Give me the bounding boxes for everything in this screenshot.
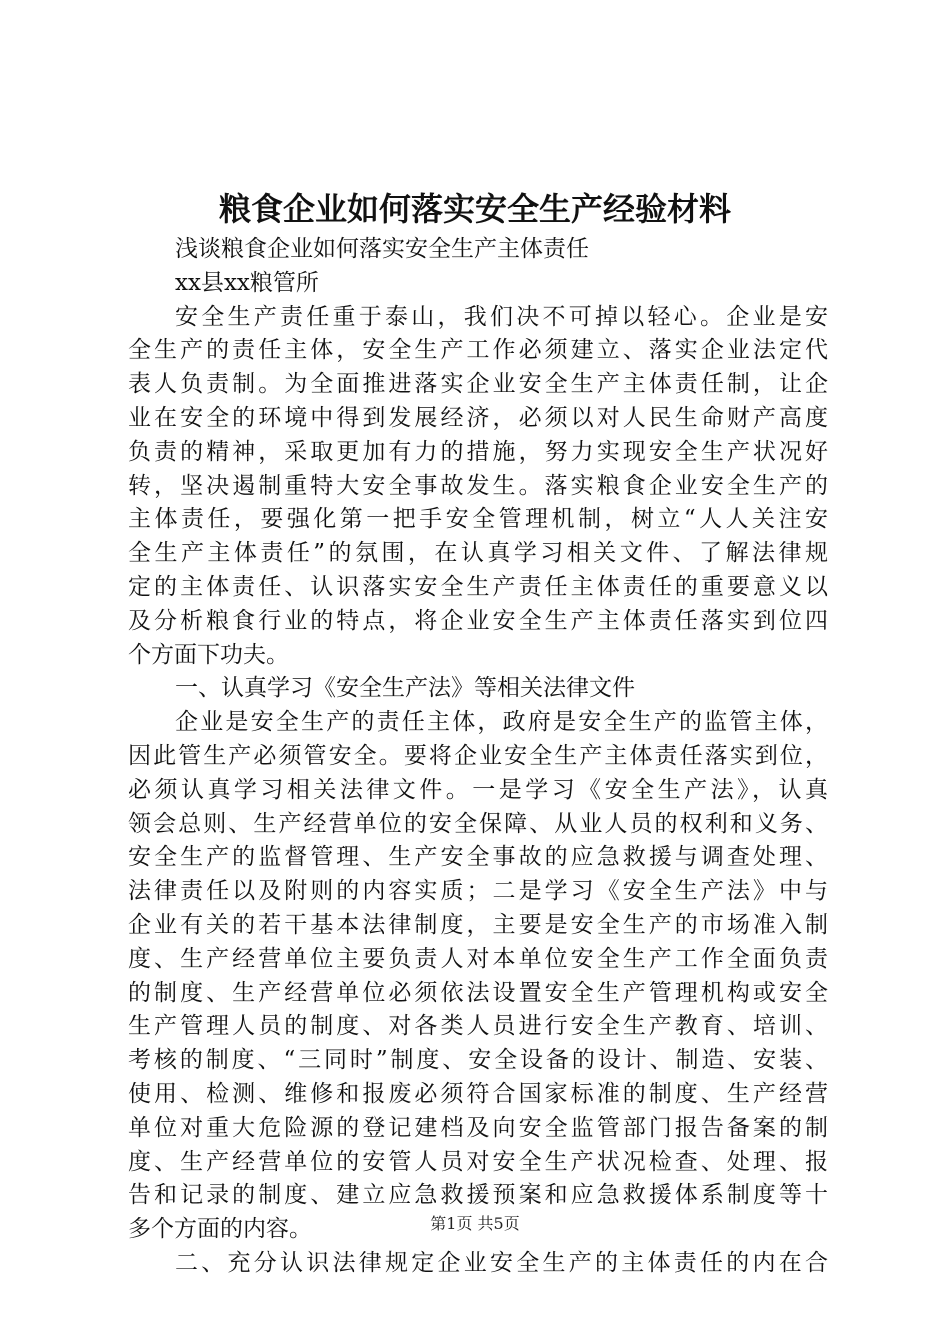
document-title: 粮食企业如何落实安全生产经验材料	[218, 190, 731, 228]
paragraph-line: 因此管生产必须管安全。要将企业安全生产主体责任落实到位，	[128, 742, 828, 769]
paragraph-line: 告和记录的制度、建立应急救援预案和应急救援体系制度等十	[128, 1182, 828, 1209]
subtitle-line: 浅谈粮食企业如何落实安全生产主体责任	[175, 236, 589, 262]
paragraph-line: 个方面下功夫。	[128, 641, 289, 668]
paragraph-line: 使用、检测、维修和报废必须符合国家标准的制度、生产经营	[128, 1080, 828, 1107]
paragraph-line: 转，坚决遏制重特大安全事故发生。落实粮食企业安全生产的	[128, 472, 828, 499]
paragraph-line: 考核的制度、“三同时”制度、安全设备的设计、制造、安装、	[128, 1047, 828, 1074]
paragraph-line: 企业有关的若干基本法律制度，主要是安全生产的市场准入制	[128, 911, 828, 938]
paragraph-line: 必须认真学习相关法律文件。一是学习《安全生产法》，认真	[128, 776, 828, 803]
paragraph-line: 单位对重大危险源的登记建档及向安全监管部门报告备案的制	[128, 1114, 828, 1141]
paragraph-line: 主体责任，要强化第一把手安全管理机制，树立“人人关注安	[128, 506, 828, 533]
author-line: xx县xx粮管所	[175, 269, 319, 296]
paragraph-line: 业在安全的环境中得到发展经济，必须以对人民生命财产高度	[128, 404, 828, 431]
paragraph-line: 领会总则、生产经营单位的安全保障、从业人员的权利和义务、	[128, 810, 828, 837]
section-heading: 二、充分认识法律规定企业安全生产的主体责任的内在合	[175, 1249, 828, 1276]
paragraph-line: 及分析粮食行业的特点，将企业安全生产主体责任落实到位四	[128, 607, 828, 634]
paragraph-line: 生产管理人员的制度、对各类人员进行安全生产教育、培训、	[128, 1013, 828, 1040]
paragraph-line: 法律责任以及附则的内容实质；二是学习《安全生产法》中与	[128, 878, 828, 905]
paragraph-line: 负责的精神，采取更加有力的措施，努力实现安全生产状况好	[128, 438, 828, 465]
paragraph-line: 多个方面的内容。	[128, 1216, 312, 1243]
page-number-footer: 第1页 共5页	[430, 1214, 520, 1233]
paragraph-line: 的制度、生产经营单位必须依法设置安全生产管理机构或安全	[128, 979, 828, 1006]
paragraph-line: 度、生产经营单位的安管人员对安全生产状况检查、处理、报	[128, 1148, 828, 1175]
paragraph-line: 安全生产的监督管理、生产安全事故的应急救援与调查处理、	[128, 844, 828, 871]
paragraph-line: 度、生产经营单位主要负责人对本单位安全生产工作全面负责	[128, 945, 828, 972]
section-heading: 一、认真学习《安全生产法》等相关法律文件	[175, 675, 635, 702]
paragraph-line: 安全生产责任重于泰山，我们决不可掉以轻心。企业是安	[175, 303, 828, 330]
paragraph-line: 全生产主体责任”的氛围，在认真学习相关文件、了解法律规	[128, 540, 828, 567]
document-body	[128, 233, 828, 1281]
paragraph-line: 企业是安全生产的责任主体，政府是安全生产的监管主体，	[175, 709, 828, 736]
paragraph-line: 定的主体责任、认识落实安全生产责任主体责任的重要意义以	[128, 573, 828, 600]
paragraph-line: 表人负责制。为全面推进落实企业安全生产主体责任制，让企	[128, 371, 828, 398]
paragraph-line: 全生产的责任主体，安全生产工作必须建立、落实企业法定代	[128, 337, 828, 364]
